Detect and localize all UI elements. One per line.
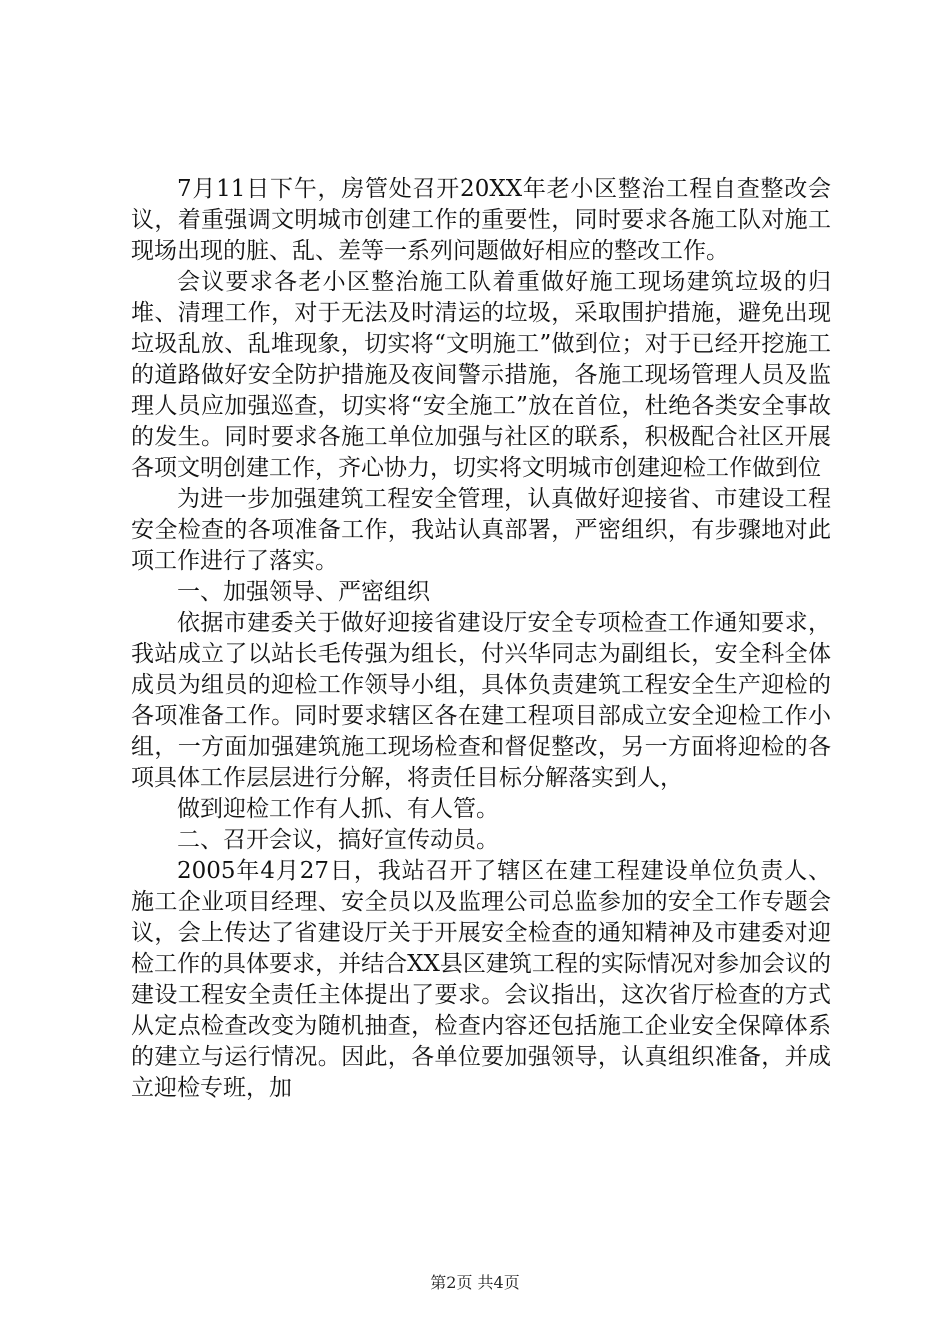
page-footer: 第2页 共4页 [430,1273,520,1292]
section-heading-1: 一、加强领导、严密组织 [177,579,430,605]
paragraph-1: 7月11日下午，房管处召开20XX年老小区整治工程自查整改会议，着重强调文明城市创建工作的重要性，同时要求各施工队对施工现场出现的脏、乱、差等一系列问题做好相应的整改工作。 [131,176,831,264]
paragraph-6: 2005年4月27日，我站召开了辖区在建工程建设单位负责人、施工企业项目经理、安全员以及监理公司总监参加的安全工作专题会议，会上传达了省建设厅关于开展安全检查的通知精神及市建委对迎检工作的具体要求，并结合XX县区建筑工程的实际情况对参加会议的建设工程安全责任主体提出了要求。会议指出，这次省厅检查的方式从定点检查改变为随机抽查，检查内容还包括施工企业安全保障体系的建立与运行情况。因此，各单位要加强领导，认真组织准备，并成立迎检专班，加 [131,858,831,1101]
paragraph-4: 依据市建委关于做好迎接省建设厅安全专项检查工作通知要求，我站成立了以站长毛传强为组长，付兴华同志为副组长，安全科全体成员为组员的迎检工作领导小组，具体负责建筑工程安全生产迎检的各项准备工作。同时要求辖区各在建工程项目部成立安全迎检工作小组，一方面加强建筑施工现场检查和督促整改，另一方面将迎检的各项具体工作层层进行分解，将责任目标分解落实到人， [131,610,831,791]
paragraph-3: 为进一步加强建筑工程安全管理，认真做好迎接省、市建设工程安全检查的各项准备工作，我站认真部署，严密组织，有步骤地对此项工作进行了落实。 [131,486,831,574]
paragraph-5: 做到迎检工作有人抓、有人管。 [177,796,499,822]
section-heading-2: 二、召开会议，搞好宣传动员。 [177,827,499,853]
paragraph-2: 会议要求各老小区整治施工队着重做好施工现场建筑垃圾的归堆、清理工作，对于无法及时清运的垃圾，采取围护措施，避免出现垃圾乱放、乱堆现象，切实将“文明施工”做到位；对于已经开挖施工的道路做好安全防护措施及夜间警示措施，各施工现场管理人员及监理人员应加强巡查，切实将“安全施工”放在首位，杜绝各类安全事故的发生。同时要求各施工单位加强与社区的联系，积极配合社区开展各项文明创建工作，齐心协力，切实将文明城市创建迎检工作做到位 [131,269,831,481]
document-body [131,174,831,1104]
